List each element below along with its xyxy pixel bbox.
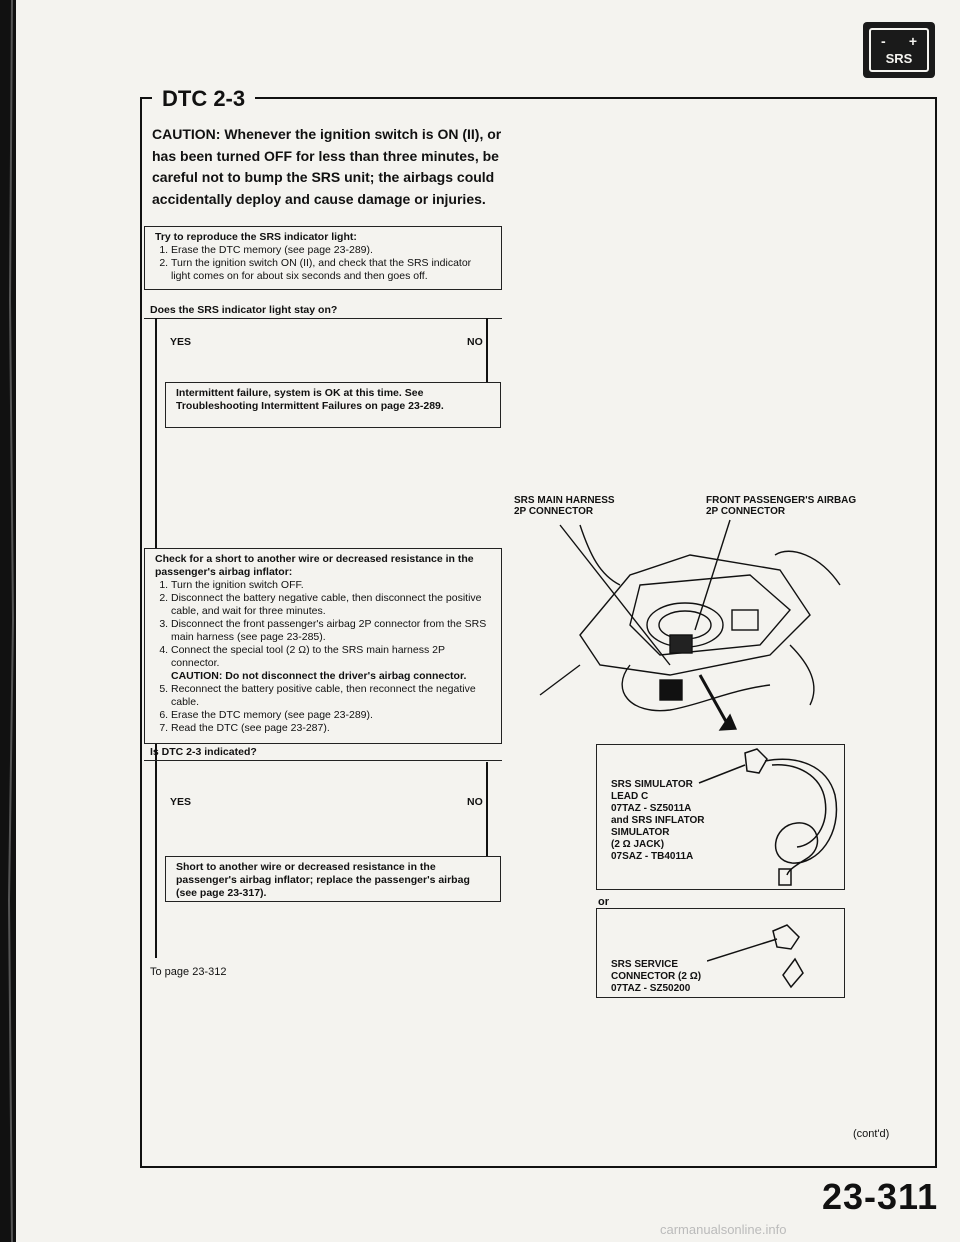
flow-line — [486, 318, 488, 382]
front-airbag-label-line: 2P CONNECTOR — [706, 506, 786, 517]
frame-right — [935, 97, 937, 1167]
simulator-line: 07SAZ - TB4011A — [611, 851, 694, 862]
simulator-line: SRS SIMULATOR — [611, 779, 693, 790]
simulator-box — [596, 744, 845, 890]
step1-item: 2. Turn the ignition switch ON (II), and check that the SRS indicator light comes on for about six seconds and then goes off. — [171, 257, 491, 283]
header-rule — [140, 97, 937, 99]
step2-item: 6. Erase the DTC memory (see page 23-289). — [171, 709, 491, 722]
step1-box — [144, 226, 502, 290]
srs-badge-label: SRS — [885, 51, 913, 66]
to-page-link[interactable]: To page 23-312 — [150, 966, 227, 978]
continued-label: (cont'd) — [853, 1128, 890, 1140]
service-line: SRS SERVICE — [611, 959, 679, 970]
step2-item-text: Connect the special tool (2 Ω) to the SRS main harness 2P connector. — [171, 644, 445, 669]
page-title: DTC 2-3 — [152, 86, 255, 112]
connector-illustration — [520, 515, 860, 740]
step1-item: 1. Erase the DTC memory (see page 23-289). — [171, 244, 491, 257]
step2-item: 1. Turn the ignition switch OFF. — [171, 579, 491, 592]
flow-line — [486, 762, 488, 856]
service-line: CONNECTOR (2 Ω) — [611, 971, 702, 982]
step1-heading: Try to reproduce the SRS indicator light: — [155, 231, 357, 243]
watermark: carmanualsonline.info — [660, 1222, 787, 1237]
service-label — [611, 959, 701, 995]
simulator-line: and SRS INFLATOR — [611, 815, 705, 826]
page-number: 23-311 — [822, 1176, 939, 1217]
frame-bottom — [140, 1166, 937, 1168]
front-airbag-label-line: FRONT PASSENGER'S AIRBAG — [706, 495, 857, 506]
simulator-line: (2 Ω JACK) — [611, 839, 665, 850]
short-result-box: Short to another wire or decreased resistance in the passenger's airbag inflator; replace the passenger's airbag (see page 23-317). — [165, 856, 501, 902]
simulator-line: SIMULATOR — [611, 827, 670, 838]
harness-label-line: SRS MAIN HARNESS — [514, 495, 615, 506]
front-airbag-label — [706, 495, 856, 517]
service-connector-icon — [707, 909, 845, 997]
no-label: NO — [467, 336, 483, 348]
yes-label: YES — [170, 796, 192, 808]
intermittent-box: Intermittent failure, system is OK at this time. See Troubleshooting Intermittent Failures on page 23-289. — [165, 382, 501, 428]
step2-item: 2. Disconnect the battery negative cable, then disconnect the positive cable, and wait for three minutes. — [171, 592, 491, 618]
step1-question: Does the SRS indicator light stay on? — [144, 302, 502, 319]
simulator-lead-icon — [697, 745, 845, 889]
binding-edge — [0, 0, 20, 1242]
step2-item: 3. Disconnect the front passenger's airbag 2P connector from the SRS main harness (see page 23-285). — [171, 618, 491, 644]
step2-item: 7. Read the DTC (see page 23-287). — [171, 722, 491, 735]
step2-item: 5. Reconnect the battery positive cable, then reconnect the negative cable. — [171, 683, 491, 709]
step2-heading: Check for a short to another wire or decreased resistance in the passenger's airbag inflator: — [155, 553, 474, 578]
simulator-line: 07TAZ - SZ5011A — [611, 803, 692, 814]
harness-label — [514, 495, 615, 517]
yes-label: YES — [170, 336, 192, 348]
step2-caution: CAUTION: Do not disconnect the driver's airbag connector. — [171, 670, 467, 682]
caution-text: CAUTION: Whenever the ignition switch is ON (II), or has been turned OFF for less than three minutes, be careful not to bump the SRS unit; the airbags could accidentally deploy and cause damage or injuries. — [152, 126, 502, 207]
no-label: NO — [467, 796, 483, 808]
simulator-line: LEAD C — [611, 791, 649, 802]
srs-badge — [863, 22, 935, 78]
step2-box — [144, 548, 502, 744]
step2-question: Is DTC 2-3 indicated? — [144, 744, 502, 761]
service-connector-box — [596, 908, 845, 998]
minus-sign: - — [881, 33, 886, 49]
or-label: or — [598, 896, 609, 908]
service-line: 07TAZ - SZ50200 — [611, 983, 691, 994]
plus-sign: + — [908, 33, 917, 49]
step2-item — [171, 644, 491, 683]
harness-label-line: 2P CONNECTOR — [514, 506, 594, 517]
simulator-label — [611, 779, 705, 863]
frame-left — [140, 97, 142, 1167]
